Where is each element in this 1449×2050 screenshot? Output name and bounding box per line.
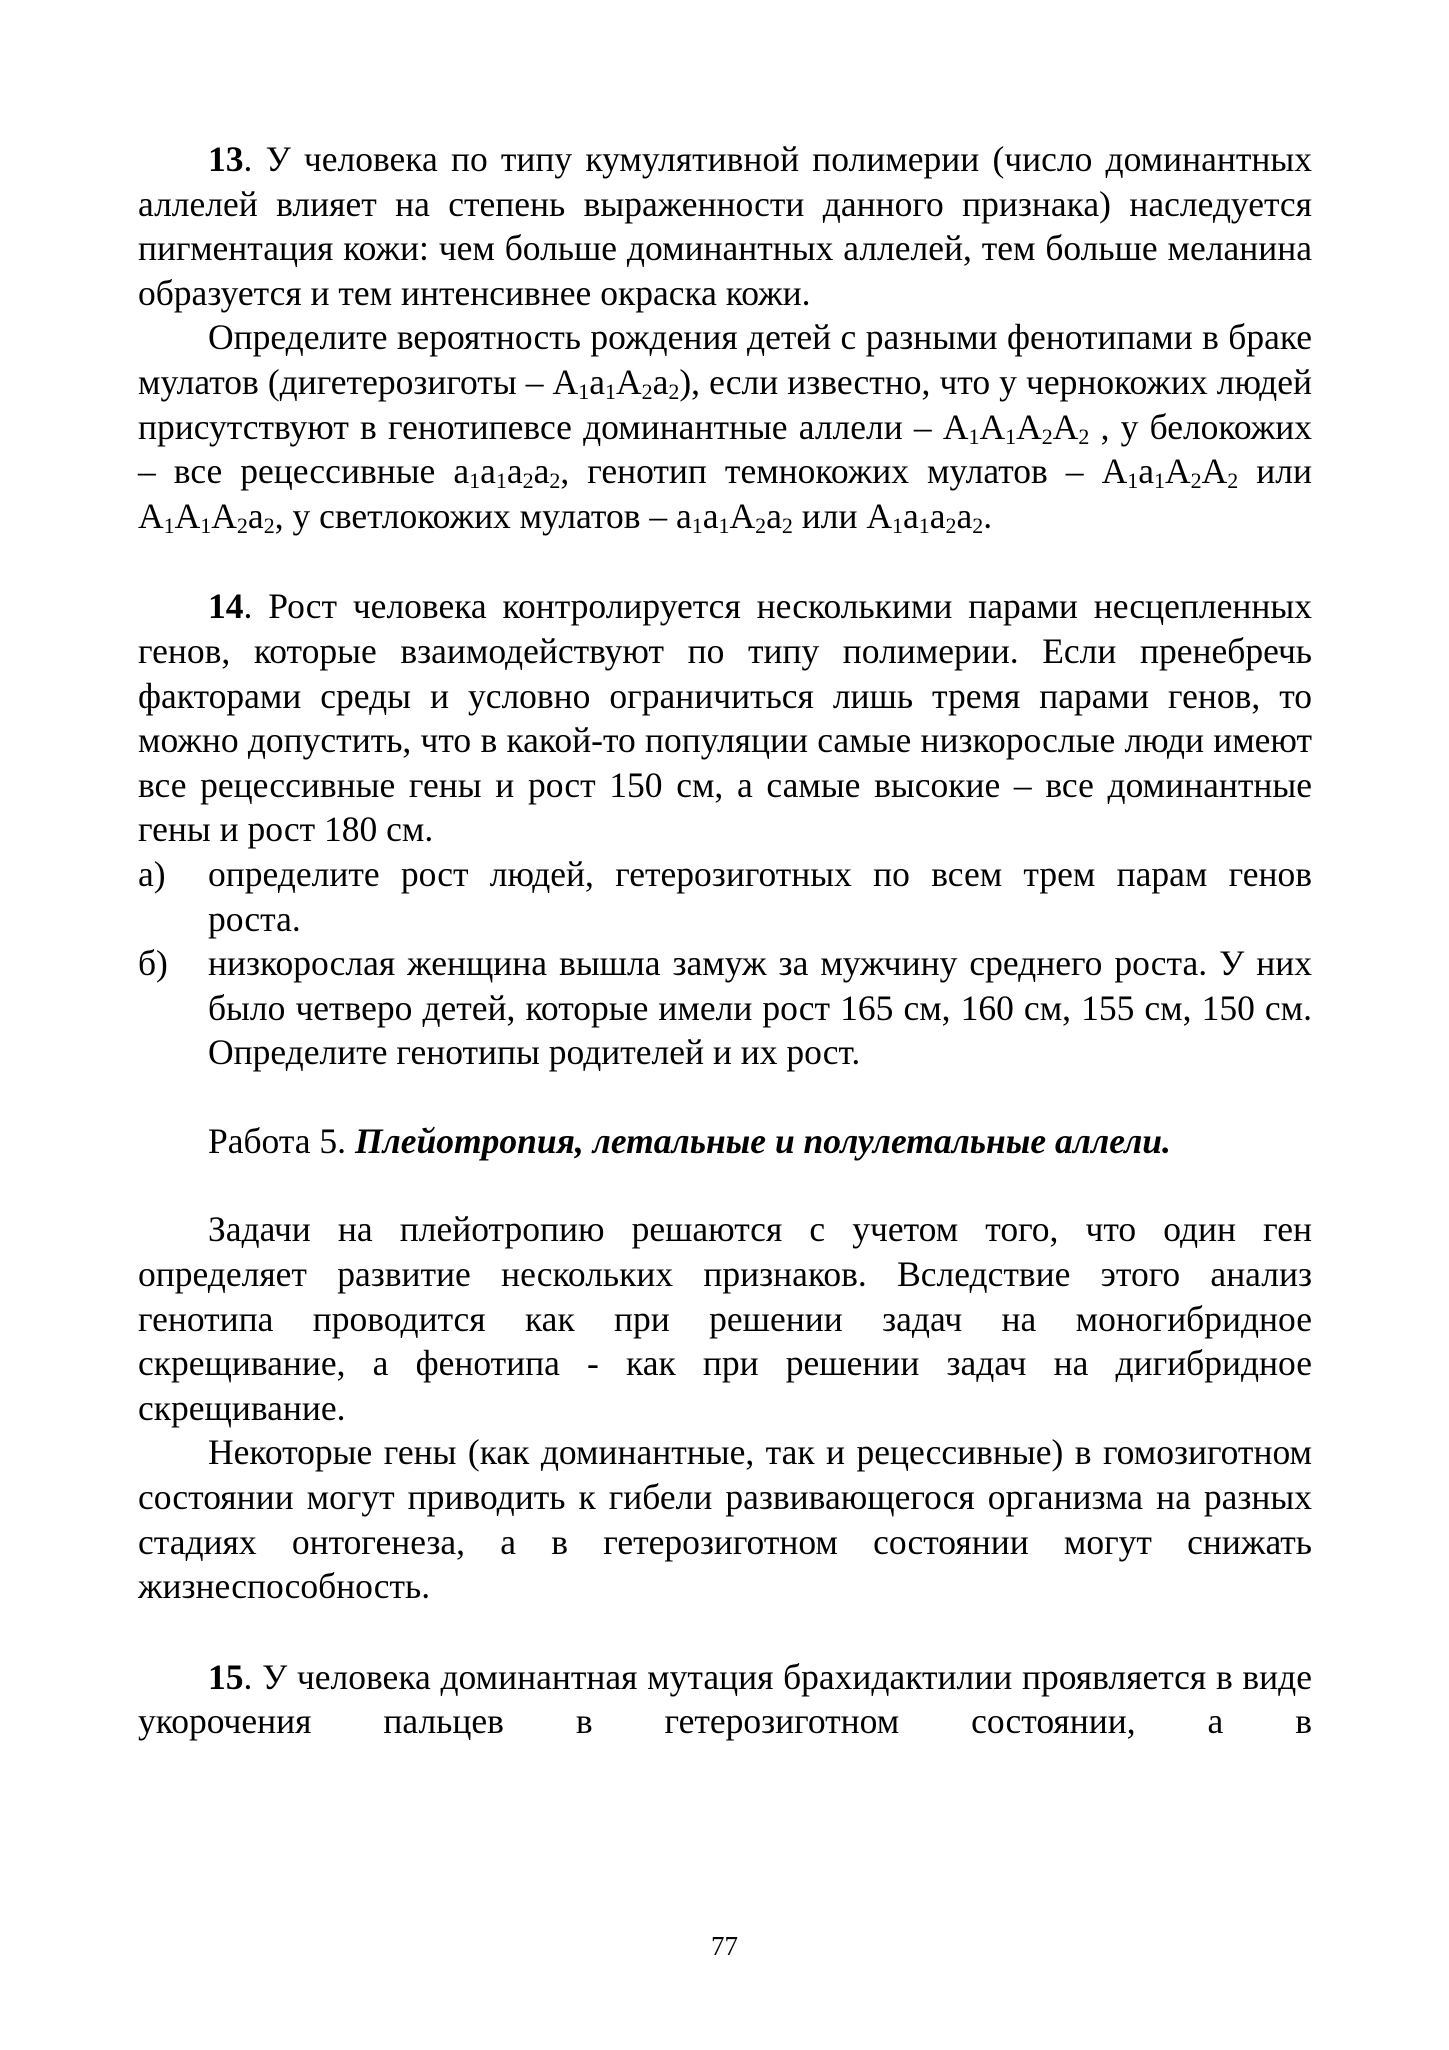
- subscript: 2: [522, 467, 534, 493]
- subscript: 2: [236, 512, 248, 538]
- problem-15-statement: [138, 1655, 1312, 1744]
- text-run: a: [702, 495, 719, 536]
- subscript: 2: [945, 512, 957, 538]
- text-run: a: [652, 361, 669, 402]
- page-number: 77: [711, 1931, 738, 1961]
- text-run: A: [1101, 451, 1128, 492]
- text-run: A: [1016, 406, 1042, 447]
- text-run: A: [615, 361, 642, 402]
- subscript: 2: [781, 512, 793, 538]
- text-run: a: [506, 451, 523, 492]
- problem-14-text: . Рост человека контролируется несколькими парами несцепленных генов, которые взаимодействуют по типу полимерии. Если пренебречь факторами среды и условно ограничиться лишь тремя парами генов, то можно допустить, что в какой-то популяции самые низкорослые люди имеют все рецессивные гены и рост 150 см, а самые высокие – все доминантные гены и рост 180 см.: [138, 586, 1312, 850]
- text-run: , у белокожих – все рецессивные: [138, 406, 1312, 492]
- text-run: a: [533, 451, 550, 492]
- subscript: 1: [1127, 467, 1139, 493]
- subscript: 2: [1078, 423, 1090, 449]
- list-item: [138, 852, 1312, 941]
- section-title: Плейотропия, летальные и полулетальные аллели.: [354, 1120, 1171, 1161]
- problem-13-question: [138, 315, 1312, 538]
- text-run: A: [211, 495, 237, 536]
- text-run: A: [1201, 451, 1228, 492]
- text-run: или: [792, 495, 867, 536]
- problem-14-statement: [138, 584, 1312, 852]
- problem-15-text: . У человека доминантная мутация брахидактилии проявляется в виде укорочения пальцев в гетерозиготном состоянии, а в: [138, 1656, 1312, 1742]
- text-run: Определите вероятность рождения детей с разными фенотипами в браке мулатов (дигетерозиготы –: [138, 317, 1312, 402]
- text-run: a: [453, 451, 470, 492]
- subscript: 1: [718, 512, 730, 538]
- text-run: A: [1052, 406, 1079, 447]
- text-run: a: [247, 495, 264, 536]
- text-run: A: [138, 495, 164, 536]
- subscript: 1: [1005, 423, 1017, 449]
- list-item-text: низкорослая женщина вышла замуж за мужчину среднего роста. У них было четверо детей, которые имели рост 165 см, 160 см, 155 см, 150 см. Определите генотипы родителей и их рост.: [208, 943, 1312, 1073]
- text-run: A: [552, 361, 579, 402]
- text-run: .: [983, 495, 993, 536]
- subscript: 2: [972, 512, 984, 538]
- problem-14-subquestions: [138, 852, 1312, 1075]
- text-run: A: [866, 495, 892, 536]
- list-item: [138, 941, 1312, 1075]
- list-marker: а): [138, 853, 166, 894]
- text-run: a: [956, 495, 973, 536]
- text-run: A: [729, 495, 756, 536]
- text-run: A: [942, 406, 969, 447]
- subscript: 2: [549, 467, 561, 493]
- subscript: 2: [668, 378, 680, 404]
- problem-13-text: . У человека по типу кумулятивной полимерии (число доминантных аллелей влияет на степень выраженности данного признака) наследуется пигментация кожи: чем больше доминантных аллелей, тем больше меланина образуется и тем интенсивнее окраска кожи.: [138, 139, 1312, 313]
- subscript: 1: [578, 378, 590, 404]
- subscript: 1: [163, 512, 175, 538]
- text-run: a: [589, 361, 605, 402]
- list-item-text: определите рост людей, гетерозиготных по всем трем парам генов роста.: [208, 853, 1312, 939]
- work-5-paragraph-2: Некоторые гены (как доминантные, так и рецессивные) в гомозиготном состоянии могут приводить к гибели развивающегося организма на разных стадиях онтогенеза, а в гетерозиготном состоянии могут снижать жизнеспособность.: [138, 1432, 1312, 1607]
- text-run: A: [1164, 451, 1191, 492]
- subscript: 1: [968, 423, 980, 449]
- page-body: [138, 137, 1312, 1744]
- subscript: 2: [1041, 423, 1053, 449]
- subscript: 2: [641, 378, 653, 404]
- subscript: 1: [691, 512, 703, 538]
- text-run: , у светлокожих мулатов –: [274, 495, 676, 536]
- section-label: Работа 5.: [208, 1120, 355, 1161]
- work-5-paragraph-1: Задачи на плейотропию решаются с учетом того, что один ген определяет развитие нескольких признаков. Вследствие этого анализ генотипа проводится как при решении задач на моногибридное скрещивание, а фенотипа - как при решении задач на дигибридное скрещивание.: [138, 1209, 1312, 1428]
- text-run: a: [675, 495, 692, 536]
- problem-15-number: 15: [208, 1656, 244, 1697]
- subscript: 2: [755, 512, 767, 538]
- text-run: A: [174, 495, 201, 536]
- list-marker: б): [138, 943, 168, 984]
- text-run: a: [1138, 451, 1154, 492]
- subscript: 2: [1190, 467, 1202, 493]
- text-run: a: [480, 451, 496, 492]
- subscript: 2: [1227, 467, 1239, 493]
- text-run: , генотип темнокожих мулатов –: [560, 451, 1102, 492]
- subscript: 1: [469, 467, 481, 493]
- subscript: 2: [263, 512, 275, 538]
- text-run: A: [979, 406, 1006, 447]
- subscript: 1: [918, 512, 930, 538]
- text-run: или: [1238, 451, 1312, 492]
- text-run: a: [766, 495, 782, 536]
- problem-13-number: 13: [208, 139, 244, 179]
- text-run: a: [903, 495, 919, 536]
- subscript: 1: [1153, 467, 1165, 493]
- section-heading: [138, 1119, 1312, 1164]
- text-run: ), если известно, что у чернокожих людей присутствуют в генотипевсе доминантные аллели –: [138, 361, 1312, 447]
- subscript: 1: [892, 512, 903, 538]
- text-run: a: [929, 495, 946, 536]
- subscript: 1: [200, 512, 212, 538]
- problem-13-statement: [138, 137, 1312, 315]
- problem-14-number: 14: [208, 586, 244, 627]
- subscript: 1: [495, 467, 507, 493]
- subscript: 1: [604, 378, 616, 404]
